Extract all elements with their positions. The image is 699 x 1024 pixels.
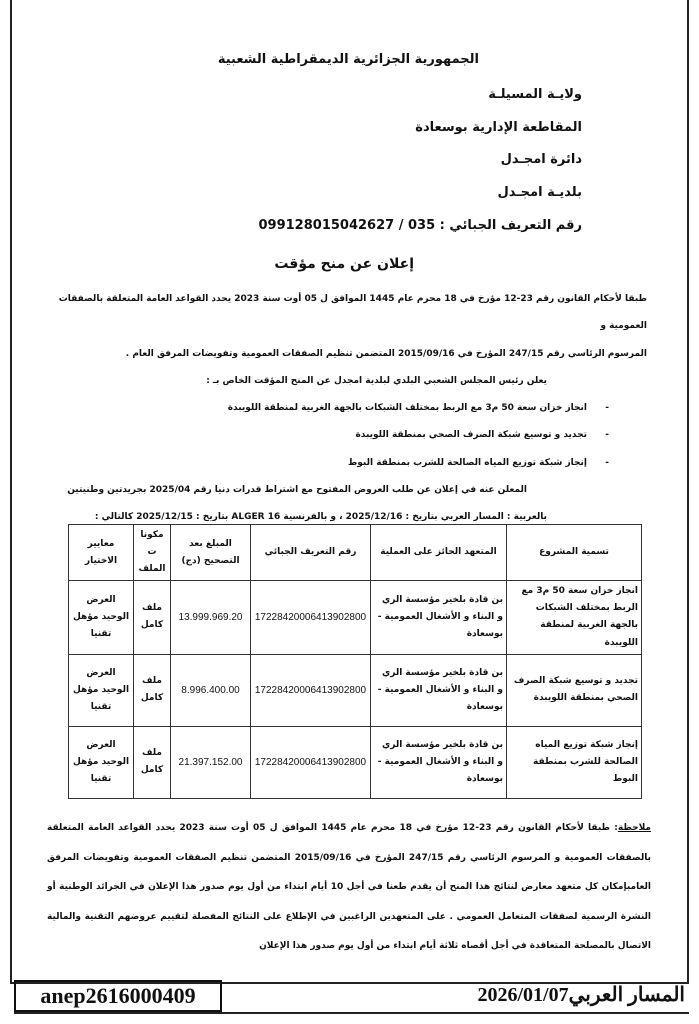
note-text: : طبقا لأحكام القانون رقم 23-12 مؤرخ في 18 محرم عام 1445 الموافق ل 05 أوت سنة 2023 يحدد القواعد العامة المتعلقة بالصفقات العمومية و المرسوم الرئاسي رقم 247/15 المؤرخ في 2015/09/16 المتضمن تنظيم الصفقات العمومية وتفويضات المرفق العامبإمكان كل متعهد معارض لنتائج هذا المنح أن يقدم طعنا في أجل 10 أيام ابتداء من أول يوم صدور هذا الإعلان في الجرائد الوطنية أو النشرة الرسمية لصفقات المتعامل العمومي . على المتعهدين الراغبين في الإطلاع على النتائج المفصلة لتقييم عروضهم التقنية والمالية الاتصال بالمصلحة المتعاقدة في أجل أقصاه ثلاثة أيام ابتداء من أول يوم صدور هذا الإعلان	[47, 823, 651, 951]
table-row	[69, 581, 642, 654]
award-table	[68, 524, 642, 799]
file-components: ملف كامل	[134, 726, 171, 798]
table-row	[69, 726, 642, 798]
tax-id: رقم التعريف الجبائي : 035 / 099128015042627	[258, 218, 582, 233]
baladia: بلديـة امجـدل	[497, 185, 582, 200]
contractor: بن قادة بلخير مؤسسة الري و البناء و الأشغال العمومية - بوسعادة	[371, 726, 507, 798]
selection-criteria: العرض الوحيد مؤهل تقنيا	[69, 726, 134, 798]
col-header: المتعهد الحائز على العملية	[371, 525, 507, 581]
col-header: مكونات الملف	[134, 525, 171, 581]
file-components: ملف كامل	[134, 654, 171, 726]
bullet-item: تجديد و توسيع شبكة الصرف الصحي بمنطقة اللويبدة -	[52, 422, 647, 449]
contractor-tax-id: 17228420006413902800	[251, 581, 371, 654]
contractor-tax-id: 17228420006413902800	[251, 654, 371, 726]
amount: 21.397.152.00	[171, 726, 251, 798]
note-label: ملاحظة	[617, 823, 651, 833]
newspaper-date: المسار العربي2026/01/07	[477, 984, 685, 1006]
amount: 13.999.969.20	[171, 581, 251, 654]
intro-line-3: يعلن رئيس المجلس الشعبي البلدي لبلدية امجدل عن المنح المؤقت الخاص بـ :	[206, 375, 547, 386]
project-name: انجاز خزان سعة 50 م3 مع الربط بمختلف الشبكات بالجهة الغربية لمنطقة اللويبدة	[507, 581, 642, 654]
contractor: بن قادة بلخير مؤسسة الري و البناء و الأشغال العمومية - بوسعادة	[371, 654, 507, 726]
project-name: إنجاز شبكة توزيع المياه الصالحة للشرب بمنطقة البوط	[507, 726, 642, 798]
table-header-row	[69, 525, 642, 581]
intro-line-1: طبقا لأحكام القانون رقم 23-12 مؤرخ في 18 محرم عام 1445 الموافق ل 05 أوت سنة 2023 يحدد القواعد العامة المتعلقة بالصفقات العمومية و	[58, 294, 647, 332]
daira: دائرة امجـدل	[500, 152, 582, 167]
bullet-item: انجاز خزان سعة 50 م3 مع الربط بمختلف الشبكات بالجهة الغربية لمنطقة اللويبدة -	[52, 395, 647, 422]
intro-line-2: المرسوم الرئاسي رقم 247/15 المؤرخ في 2015/09/16 المتضمن تنظيم الصفقات العمومية وتفويضات المرفق العام .	[125, 348, 647, 359]
col-header: معايير الاختيار	[69, 525, 134, 581]
table-row	[69, 654, 642, 726]
intro-line-5: بالعربية : المسار العربي بتاريخ : 2025/12/16 ، و بالفرنسية ALGER 16 بتاريخ : 2025/12/15 كالتالي :	[94, 512, 547, 523]
col-header: تسمية المشروع	[507, 525, 642, 581]
bottom-rule	[14, 1012, 689, 1014]
selection-criteria: العرض الوحيد مؤهل تقنيا	[69, 581, 134, 654]
contractor: بن قادة بلخير مؤسسة الري و البناء و الأشغال العمومية - بوسعادة	[371, 581, 507, 654]
note-paragraph	[47, 814, 651, 962]
anep-reference: anep2616000409	[14, 980, 222, 1012]
file-components: ملف كامل	[134, 581, 171, 654]
republic-heading: الجمهورية الجزائرية الديمقراطية الشعبية	[217, 52, 479, 67]
selection-criteria: العرض الوحيد مؤهل تقنيا	[69, 654, 134, 726]
wilaya: ولايـة المسيلـة	[488, 87, 582, 102]
col-header: المبلغ بعد التصحيح (دج)	[171, 525, 251, 581]
amount: 8.996.400.00	[171, 654, 251, 726]
contractor-tax-id: 17228420006413902800	[251, 726, 371, 798]
announcement-title: إعلان عن منح مؤقت	[274, 256, 414, 272]
intro-block	[52, 286, 647, 532]
bullet-item: إنجاز شبكة توزيع المياه الصالحة للشرب بمنطقة البوط -	[52, 450, 647, 477]
intro-line-4: المعلن عنه في إعلان عن طلب العروض المفتوح مع اشتراط قدرات دنيا رقم 2025/04 بجريدتين وطنيتين	[67, 485, 527, 496]
muqataa: المقاطعة الإدارية بوسعادة	[415, 120, 582, 135]
project-name: تجديد و توسيع شبكة الصرف الصحي بمنطقة اللويبدة	[507, 654, 642, 726]
col-header: رقم التعريف الجبائي	[251, 525, 371, 581]
